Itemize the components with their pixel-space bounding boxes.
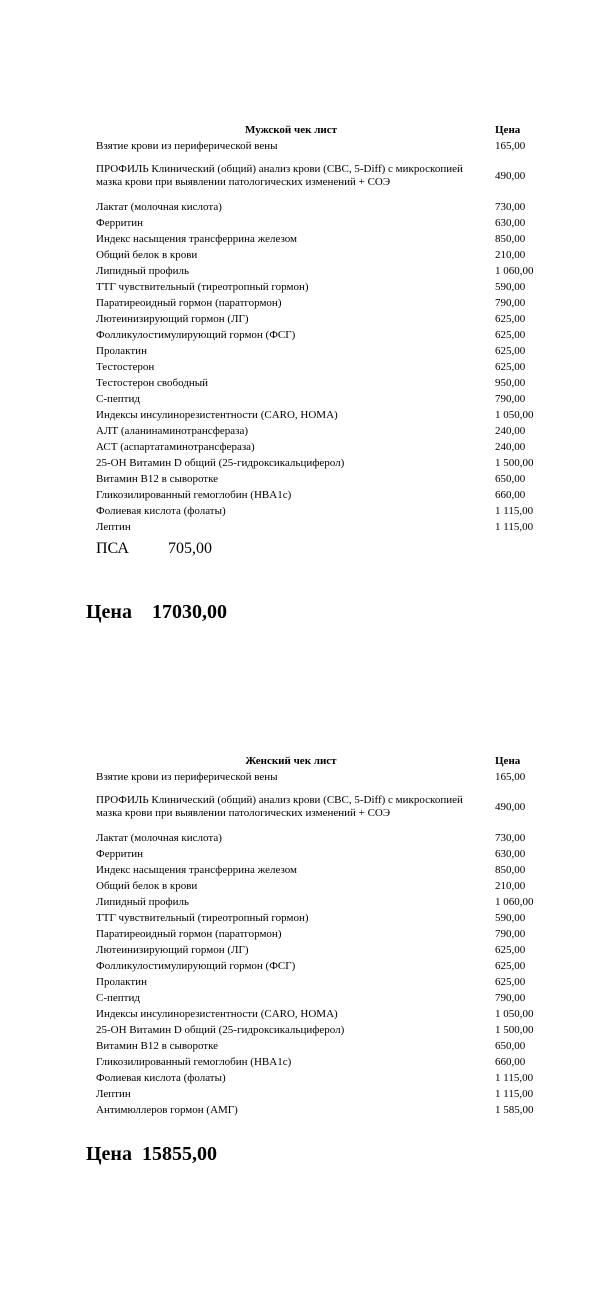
test-name: Витамин B12 в сыворотке (96, 1039, 219, 1052)
table-row (96, 846, 548, 862)
test-name: Лактат (молочная кислота) (96, 831, 222, 844)
table-row (96, 215, 548, 231)
test-name: Лептин (96, 520, 131, 533)
table-row (96, 471, 548, 487)
test-price: 590,00 (495, 280, 526, 293)
table-row (96, 327, 548, 343)
test-name: Тестостерон свободный (96, 376, 209, 389)
test-price: 1 050,00 (495, 1007, 534, 1020)
test-name: Пролактин (96, 344, 147, 357)
female-checklist-rows (96, 769, 548, 1118)
test-price: 1 500,00 (495, 456, 534, 469)
male-extra-item-price: 705,00 (168, 540, 212, 557)
test-price: 625,00 (495, 312, 526, 325)
table-row (96, 375, 548, 391)
test-price: 490,00 (495, 800, 526, 813)
table-row (96, 1054, 548, 1070)
test-price: 1 115,00 (495, 504, 534, 517)
test-price: 165,00 (495, 139, 526, 152)
table-row (96, 1006, 548, 1022)
table-row (96, 138, 548, 154)
test-name: Лютеинизирующий гормон (ЛГ) (96, 312, 249, 325)
table-row (96, 359, 548, 375)
table-row (96, 1038, 548, 1054)
test-price: 630,00 (495, 216, 526, 229)
test-name: ПРОФИЛЬ Клинический (общий) анализ крови (CBC, 5-Diff) с микроскопией мазка крови при выявлении патологических изменений + СОЭ (96, 163, 463, 188)
test-name: Ферритин (96, 216, 144, 229)
test-name: Лактат (молочная кислота) (96, 200, 222, 213)
test-price: 790,00 (495, 927, 526, 940)
test-price: 165,00 (495, 770, 526, 783)
test-price: 650,00 (495, 1039, 526, 1052)
test-name: Липидный профиль (96, 895, 190, 908)
table-row (96, 830, 548, 846)
test-name: Индекс насыщения трансферрина железом (96, 863, 298, 876)
table-row (96, 311, 548, 327)
table-row (96, 519, 548, 535)
test-name: Фолиевая кислота (фолаты) (96, 504, 226, 517)
table-row (96, 1070, 548, 1086)
test-price: 630,00 (495, 847, 526, 860)
test-price: 490,00 (495, 169, 526, 182)
test-name: Взятие крови из периферической вены (96, 770, 278, 783)
test-name: Гликозилированный гемоглобин (HBA1c) (96, 488, 292, 501)
table-row (96, 231, 548, 247)
test-price: 1 115,00 (495, 1087, 534, 1100)
test-name: С-пептид (96, 991, 140, 1004)
test-price: 210,00 (495, 248, 526, 261)
male-checklist-title: Мужской чек лист (244, 124, 337, 136)
table-row (96, 455, 548, 471)
test-price: 950,00 (495, 376, 526, 389)
test-name: Индекс насыщения трансферрина железом (96, 232, 298, 245)
test-price: 590,00 (495, 911, 526, 924)
test-price: 660,00 (495, 488, 526, 501)
test-name: Фолликулостимулирующий гормон (ФСГ) (96, 328, 296, 341)
test-name: Фолиевая кислота (фолаты) (96, 1071, 226, 1084)
test-name: 25-OH Витамин D общий (25-гидроксикальциферол) (96, 1023, 345, 1036)
male-extra-item-name: ПСА (96, 540, 129, 557)
test-name: Паратиреоидный гормон (паратгормон) (96, 927, 282, 940)
test-price: 850,00 (495, 232, 526, 245)
table-row (96, 423, 548, 439)
test-price: 790,00 (495, 392, 526, 405)
table-row (96, 503, 548, 519)
test-name: Липидный профиль (96, 264, 190, 277)
table-row (96, 1022, 548, 1038)
test-price: 730,00 (495, 831, 526, 844)
table-row (96, 263, 548, 279)
test-price: 625,00 (495, 328, 526, 341)
table-row (96, 487, 548, 503)
table-row (96, 391, 548, 407)
table-row (96, 785, 548, 830)
table-row (96, 295, 548, 311)
test-price: 790,00 (495, 991, 526, 1004)
test-price: 1 500,00 (495, 1023, 534, 1036)
test-name: Общий белок в крови (96, 248, 198, 261)
test-price: 730,00 (495, 200, 526, 213)
test-price: 660,00 (495, 1055, 526, 1068)
test-name: Лептин (96, 1087, 131, 1100)
test-name: Ферритин (96, 847, 144, 860)
male-checklist-header (96, 122, 548, 138)
test-name: Индексы инсулинорезистентности (CARO, HOMA) (96, 408, 338, 421)
test-name: С-пептид (96, 392, 140, 405)
test-name: ПРОФИЛЬ Клинический (общий) анализ крови (CBC, 5-Diff) с микроскопией мазка крови при выявлении патологических изменений + СОЭ (96, 794, 463, 819)
test-name: ТТГ чувствительный (тиреотропный гормон) (96, 911, 309, 924)
female-checklist-header (96, 753, 548, 769)
test-price: 625,00 (495, 360, 526, 373)
table-row (96, 862, 548, 878)
table-row (96, 894, 548, 910)
test-price: 1 060,00 (495, 264, 534, 277)
table-row (96, 343, 548, 359)
test-name: АСТ (аспартатаминотрансфераза) (96, 440, 255, 453)
test-name: Антимюллеров гормон (АМГ) (96, 1103, 238, 1116)
test-name: Фолликулостимулирующий гормон (ФСГ) (96, 959, 296, 972)
table-row (96, 1086, 548, 1102)
test-price: 240,00 (495, 440, 526, 453)
table-row (96, 926, 548, 942)
test-price: 1 115,00 (495, 520, 534, 533)
test-name: Лютеинизирующий гормон (ЛГ) (96, 943, 249, 956)
male-total-price: Цена 17030,00 (86, 601, 227, 623)
test-name: Тестостерон (96, 360, 155, 373)
test-name: Паратиреоидный гормон (паратгормон) (96, 296, 282, 309)
male-checklist (96, 122, 548, 535)
test-price: 1 585,00 (495, 1103, 534, 1116)
table-row (96, 407, 548, 423)
test-price: 850,00 (495, 863, 526, 876)
female-price-column-header: Цена (495, 755, 521, 767)
test-name: Общий белок в крови (96, 879, 198, 892)
table-row (96, 990, 548, 1006)
male-price-column-header: Цена (495, 124, 521, 136)
table-row (96, 769, 548, 785)
test-name: Индексы инсулинорезистентности (CARO, HOMA) (96, 1007, 338, 1020)
test-price: 1 060,00 (495, 895, 534, 908)
test-price: 790,00 (495, 296, 526, 309)
table-row (96, 1102, 548, 1118)
test-price: 1 050,00 (495, 408, 534, 421)
table-row (96, 279, 548, 295)
test-price: 1 115,00 (495, 1071, 534, 1084)
test-name: АЛТ (аланинаминотрансфераза) (96, 424, 249, 437)
table-row (96, 199, 548, 215)
table-row (96, 974, 548, 990)
test-price: 625,00 (495, 959, 526, 972)
test-price: 625,00 (495, 943, 526, 956)
table-row (96, 942, 548, 958)
test-name: Витамин B12 в сыворотке (96, 472, 219, 485)
table-row (96, 878, 548, 894)
test-name: 25-OH Витамин D общий (25-гидроксикальциферол) (96, 456, 345, 469)
female-checklist-title: Женский чек лист (245, 755, 337, 767)
test-price: 240,00 (495, 424, 526, 437)
female-checklist (96, 753, 548, 1118)
test-name: ТТГ чувствительный (тиреотропный гормон) (96, 280, 309, 293)
table-row (96, 439, 548, 455)
test-price: 650,00 (495, 472, 526, 485)
test-price: 625,00 (495, 344, 526, 357)
male-extra-item (96, 540, 212, 558)
test-price: 625,00 (495, 975, 526, 988)
test-price: 210,00 (495, 879, 526, 892)
female-total-price: Цена 15855,00 (86, 1143, 217, 1165)
table-row (96, 154, 548, 199)
table-row (96, 910, 548, 926)
test-name: Гликозилированный гемоглобин (HBA1c) (96, 1055, 292, 1068)
table-row (96, 958, 548, 974)
test-name: Взятие крови из периферической вены (96, 139, 278, 152)
male-checklist-rows (96, 138, 548, 535)
table-row (96, 247, 548, 263)
test-name: Пролактин (96, 975, 147, 988)
